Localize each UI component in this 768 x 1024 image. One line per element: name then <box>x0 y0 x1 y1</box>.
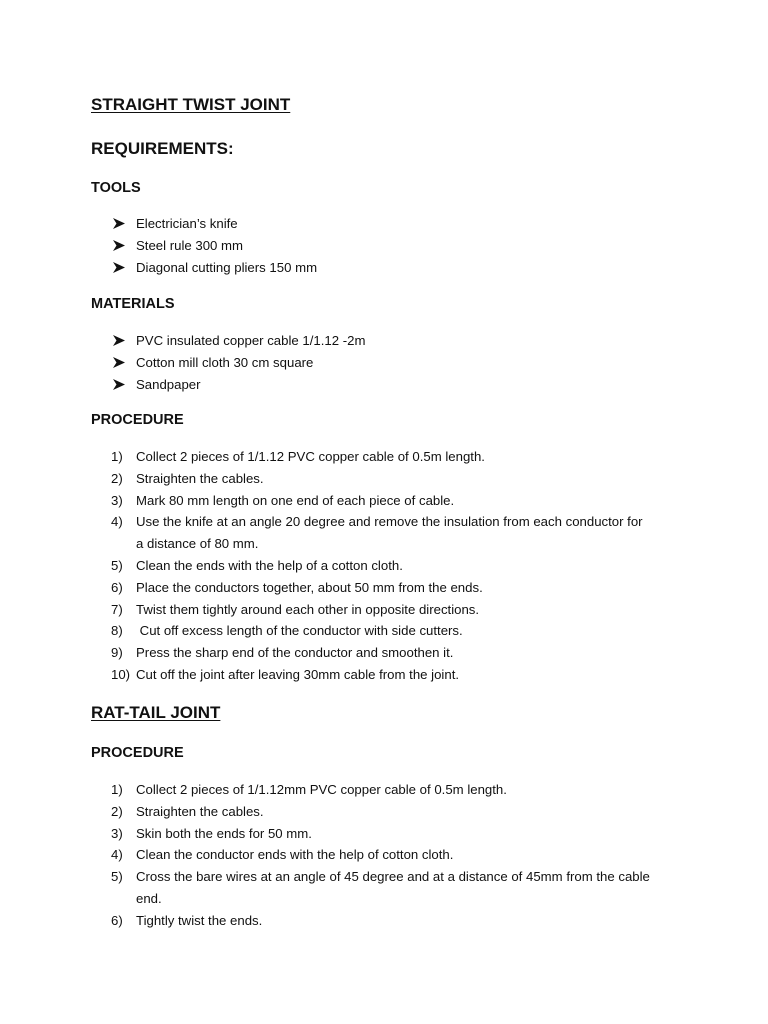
step-text: Collect 2 pieces of 1/1.12 PVC copper cable of 0.5m length. <box>136 449 485 464</box>
material-item-text: PVC insulated copper cable 1/1.12 -2m <box>136 333 366 348</box>
step-text: Collect 2 pieces of 1/1.12mm PVC copper cable of 0.5m length. <box>136 782 507 797</box>
step-text: Cut off excess length of the conductor with side cutters. <box>136 623 463 639</box>
step-text: Clean the conductor ends with the help of cotton cloth. <box>136 847 454 863</box>
step-number: 4) <box>111 514 123 530</box>
step-text: Cut off the joint after leaving 30mm cable from the joint. <box>136 666 460 682</box>
step-number: 3) <box>111 825 123 841</box>
step-number: 1) <box>111 449 123 464</box>
step-number: 7) <box>111 601 123 617</box>
tool-item-text: Electrician’s knife <box>136 216 238 231</box>
step-text: Straighten the cables. <box>136 470 264 486</box>
step-text: Press the sharp end of the conductor and smoothen it. <box>136 645 454 661</box>
step-text: Mark 80 mm length on one end of each piece of cable. <box>136 492 455 508</box>
step-text: Use the knife at an angle 20 degree and remove the insulation from each conductor for <box>136 514 643 530</box>
step-number: 1) <box>111 782 123 797</box>
procedure-heading: PROCEDURE <box>91 745 184 761</box>
arrowhead-bullet-icon <box>113 379 125 390</box>
rat-tail-joint-title: RAT-TAIL JOINT <box>91 703 221 722</box>
step-number: 4) <box>111 847 123 863</box>
step-number: 5) <box>111 557 123 573</box>
step-number: 10) <box>111 666 131 682</box>
arrowhead-bullet-icon <box>113 335 125 346</box>
step-text: Cross the bare wires at an angle of 45 degree and at a distance of 45mm from the cable <box>136 869 650 885</box>
arrowhead-bullet-icon <box>113 218 125 229</box>
tools-heading: TOOLS <box>91 180 141 196</box>
arrowhead-bullet-icon <box>113 240 125 251</box>
step-text: Twist them tightly around each other in opposite directions. <box>136 601 480 617</box>
procedure-heading: PROCEDURE <box>91 412 184 428</box>
step-number: 5) <box>111 869 123 885</box>
arrowhead-bullet-icon <box>113 357 125 368</box>
arrowhead-bullet-icon <box>113 262 125 273</box>
step-text: Straighten the cables. <box>136 803 264 819</box>
step-number: 9) <box>111 645 123 661</box>
step-number: 8) <box>111 623 123 639</box>
step-number: 3) <box>111 492 123 508</box>
material-item-text: Cotton mill cloth 30 cm square <box>136 354 314 370</box>
straight-twist-joint-title: STRAIGHT TWIST JOINT <box>91 95 291 114</box>
material-item-text: Sandpaper <box>136 376 201 392</box>
step-text: Skin both the ends for 50 mm. <box>136 825 312 841</box>
step-text: Clean the ends with the help of a cotton cloth. <box>136 557 403 573</box>
step-number: 6) <box>111 579 123 595</box>
step-text-continued: a distance of 80 mm. <box>136 536 259 552</box>
step-text: Place the conductors together, about 50 mm from the ends. <box>136 579 483 595</box>
step-text-continued: end. <box>136 890 162 906</box>
tool-item-text: Steel rule 300 mm <box>136 237 244 253</box>
step-number: 2) <box>111 470 123 486</box>
requirements-heading: REQUIREMENTS: <box>91 139 234 158</box>
step-text: Tightly twist the ends. <box>136 912 263 928</box>
step-number: 2) <box>111 803 123 819</box>
materials-heading: MATERIALS <box>91 296 175 312</box>
tool-item-text: Diagonal cutting pliers 150 mm <box>136 259 318 275</box>
step-number: 6) <box>111 912 123 928</box>
